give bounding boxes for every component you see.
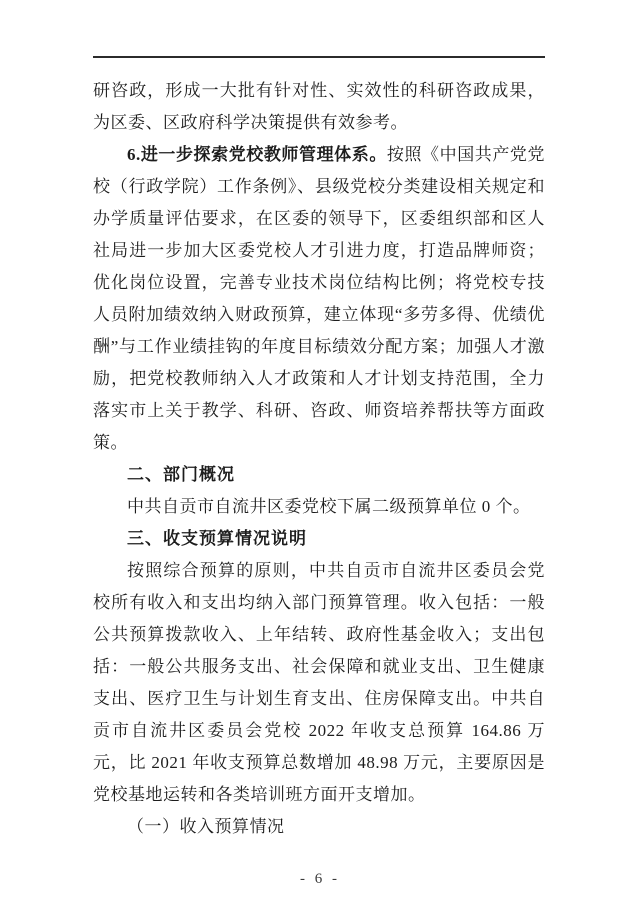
paragraph-department-overview: 中共自贡市自流井区委党校下属二级预算单位 0 个。: [127, 497, 531, 516]
page-number: - 6 -: [300, 871, 340, 887]
subheading-income-budget: （一）收入预算情况: [127, 817, 285, 836]
paragraph-teacher-management-body: 按照《中国共产党党校（行政学院）工作条例》、县级党校分类建设相关规定和办学质量评估要求，在区委的领导下，区委组织部和区人社局进一步加大区委党校人才引进力度，打造品牌师资；优化岗位设置，完善专业技术岗位结构比例；将党校专技人员附加绩效纳入财政预算，建立体现“多劳多得、优绩优酬”与工作业绩挂钩的年度目标绩效分配方案；加强人才激励，把党校教师纳入人才政策和人才计划支持范围，全力落实市上关于教学、科研、咨政、师资培养帮扶等方面政策。: [93, 145, 545, 452]
header-rule: [93, 56, 545, 58]
document-body: [93, 75, 545, 843]
paragraph-teacher-management-lead: 6.进一步探索党校教师管理体系。: [127, 145, 387, 164]
page-footer: [0, 871, 640, 888]
paragraph-budget-statement: 按照综合预算的原则，中共自贡市自流井区委员会党校所有收入和支出均纳入部门预算管理。收入包括：一般公共预算拨款收入、上年结转、政府性基金收入；支出包括：一般公共服务支出、社会保障和就业支出、卫生健康支出、医疗卫生与计划生育支出、住房保障支出。中共自贡市自流井区委员会党校 2022 年收支总预算 164.86 万元，比 2021 年收支预算总数增加 48.98 万元，主要原因是党校基地运转和各类培训班方面开支增加。: [93, 561, 545, 804]
heading-department-overview: 二、部门概况: [127, 465, 235, 484]
paragraph-teacher-management: [93, 139, 545, 459]
paragraph-research-advisory-continuation: 研咨政，形成一大批有针对性、实效性的科研咨政成果，为区委、区政府科学决策提供有效参考。: [93, 81, 545, 132]
heading-budget-statement: 三、收支预算情况说明: [127, 529, 307, 548]
